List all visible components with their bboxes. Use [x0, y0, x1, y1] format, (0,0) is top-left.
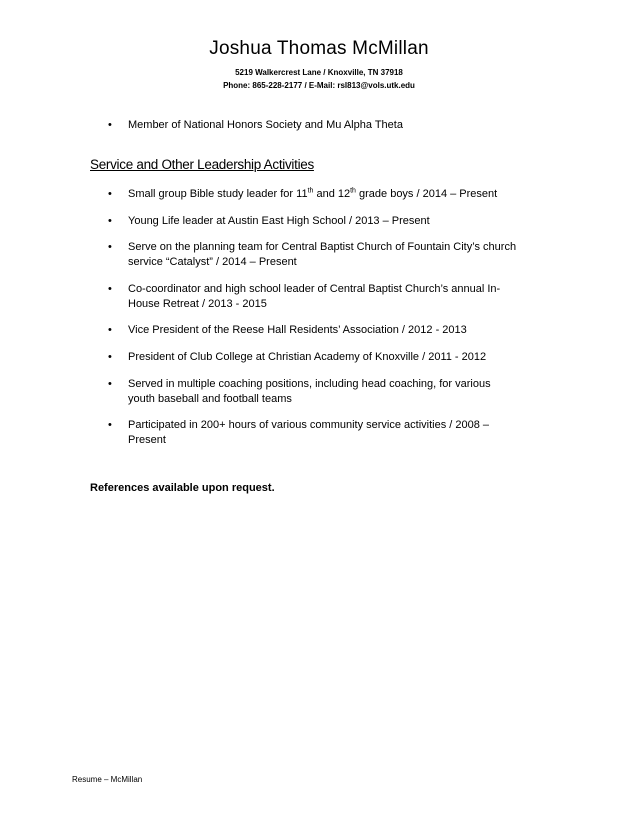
resume-name: Joshua Thomas McMillan [209, 38, 429, 59]
page-footer: Resume – McMillan [72, 775, 143, 784]
bullet-icon: • [108, 378, 112, 390]
bullet-icon: • [108, 351, 112, 363]
bullet-icon: • [108, 119, 112, 131]
service-item-text: Vice President of the Reese Hall Residents’ Association / 2012 - 2013 [128, 324, 467, 336]
service-item-text: Small group Bible study leader for 11th and 12th grade boys / 2014 – Present [128, 187, 498, 200]
bullet-icon: • [108, 215, 112, 227]
bullet-icon: • [108, 188, 112, 200]
bullet-icon: • [108, 241, 112, 253]
service-item-text: Serve on the planning team for Central Baptist Church of Fountain City’s church service “Catalyst” / 2014 – Present [128, 241, 517, 268]
service-item-text: Participated in 200+ hours of various community service activities / 2008 – Present [128, 419, 490, 446]
service-item-text: Young Life leader at Austin East High School / 2013 – Present [128, 215, 430, 227]
service-item-text: President of Club College at Christian Academy of Knoxville / 2011 - 2012 [128, 351, 487, 363]
section-heading-service: Service and Other Leadership Activities [90, 157, 314, 172]
service-item-text: Co-coordinator and high school leader of Central Baptist Church’s annual In- House Retreat / 2013 - 2015 [128, 283, 501, 310]
resume-address: 5219 Walkercrest Lane / Knoxville, TN 37918 [235, 68, 403, 77]
references-note: References available upon request. [90, 482, 275, 494]
service-item-text: Served in multiple coaching positions, including head coaching, for various youth baseball and football teams [128, 378, 491, 405]
bullet-icon: • [108, 324, 112, 336]
honors-item-text: Member of National Honors Society and Mu Alpha Theta [128, 119, 403, 131]
bullet-icon: • [108, 283, 112, 295]
bullet-icon: • [108, 419, 112, 431]
resume-contact: Phone: 865-228-2177 / E-Mail: rsl813@vols.utk.edu [223, 81, 415, 90]
